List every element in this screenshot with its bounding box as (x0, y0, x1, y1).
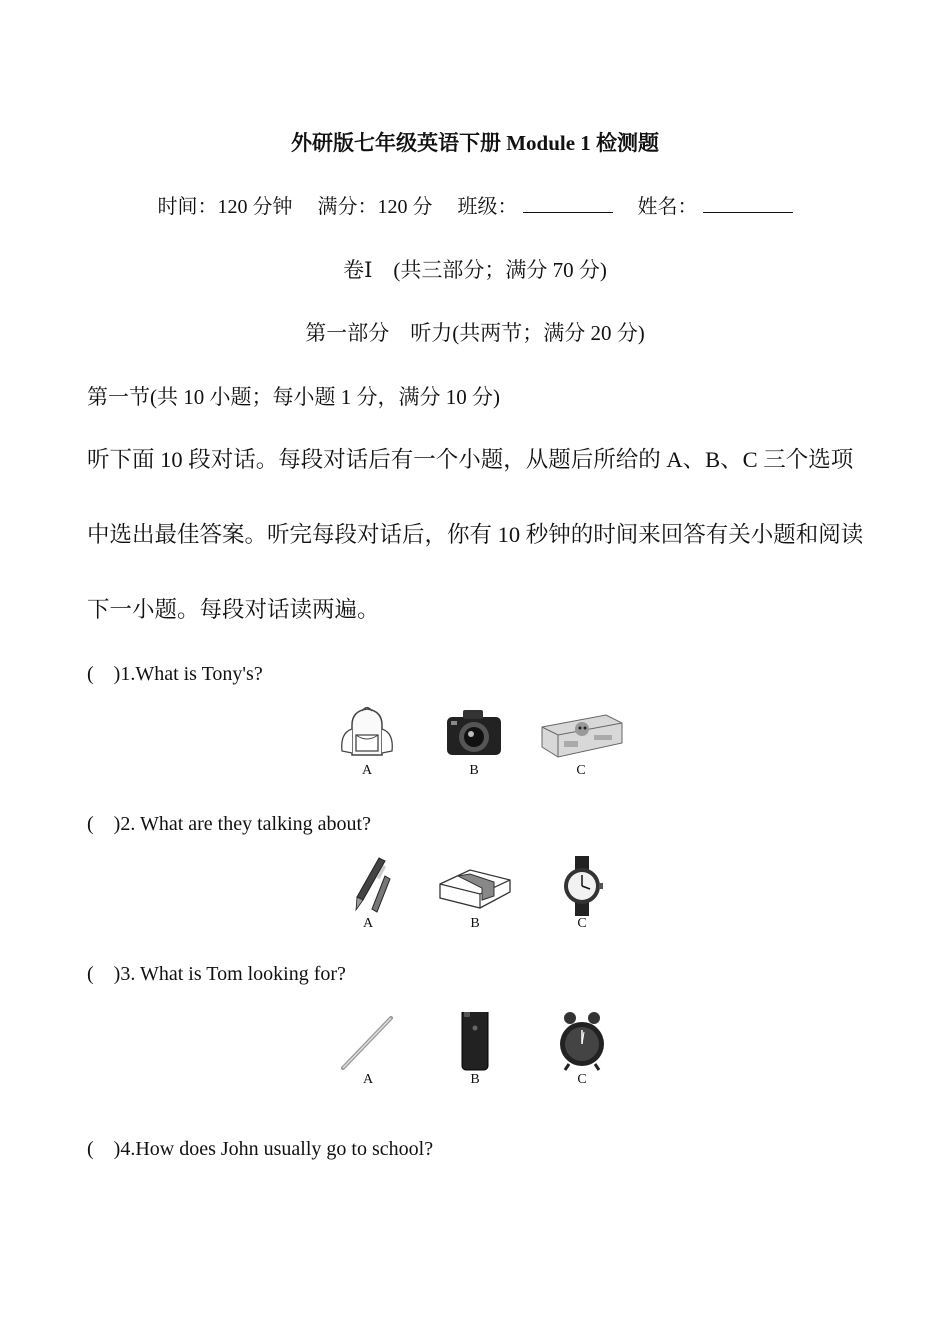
mobile-phone-icon (430, 1012, 520, 1072)
section-heading: 第一节(共 10 小题；每小题 1 分，满分 10 分) (87, 385, 500, 409)
instruction-line: 下一小题。每段对话读两遍。 (87, 597, 380, 622)
option-label: C (577, 1072, 587, 1087)
question-3: ( )3. What is Tom looking for? (87, 963, 346, 985)
option-2c[interactable] (537, 856, 627, 936)
option-3b[interactable] (430, 1012, 520, 1092)
backpack-icon (322, 703, 412, 763)
time-label: 时间：120 分钟 (157, 196, 293, 218)
page-title: 外研版七年级英语下册 Module 1 检测题 (290, 131, 660, 155)
option-label: C (576, 763, 586, 778)
eraser-icon (430, 856, 520, 916)
score-label: 满分：120 分 (317, 196, 433, 218)
wristwatch-icon (537, 856, 627, 916)
option-label: C (577, 916, 587, 931)
option-1c[interactable] (536, 703, 626, 783)
pencil-icon (323, 1012, 413, 1072)
exam-meta (0, 190, 950, 219)
option-label: B (470, 916, 480, 931)
class-label: 班级： (457, 196, 518, 218)
option-1a[interactable] (322, 703, 412, 783)
option-label: B (469, 763, 479, 778)
option-2a[interactable] (323, 856, 413, 936)
instruction-line: 中选出最佳答案。听完每段对话后，你有 10 秒钟的时间来回答有关小题和阅读 (87, 522, 864, 547)
fountain-pen-icon (323, 856, 413, 916)
volume-heading: 卷Ⅰ (共三部分；满分 70 分) (343, 258, 607, 282)
option-label: A (361, 763, 373, 778)
option-1b[interactable] (429, 703, 519, 783)
question-4: ( )4.How does John usually go to school? (87, 1138, 434, 1160)
option-label: A (362, 916, 374, 931)
option-label: A (362, 1072, 374, 1087)
question-2: ( )2. What are they talking about? (87, 813, 371, 835)
option-2b[interactable] (430, 856, 520, 936)
camera-icon (429, 703, 519, 763)
option-label: B (470, 1072, 480, 1087)
class-blank[interactable] (523, 194, 613, 213)
name-blank[interactable] (703, 194, 793, 213)
pencil-box-icon (536, 703, 626, 763)
alarm-clock-icon (537, 1012, 627, 1072)
name-label: 姓名： (637, 196, 698, 218)
option-3a[interactable] (323, 1012, 413, 1092)
option-3c[interactable] (537, 1012, 627, 1092)
part-heading: 第一部分 听力(共两节；满分 20 分) (305, 321, 645, 345)
question-1: ( )1.What is Tony's? (87, 663, 263, 685)
instruction-line: 听下面 10 段对话。每段对话后有一个小题，从题后所给的 A、B、C 三个选项 (87, 447, 854, 472)
